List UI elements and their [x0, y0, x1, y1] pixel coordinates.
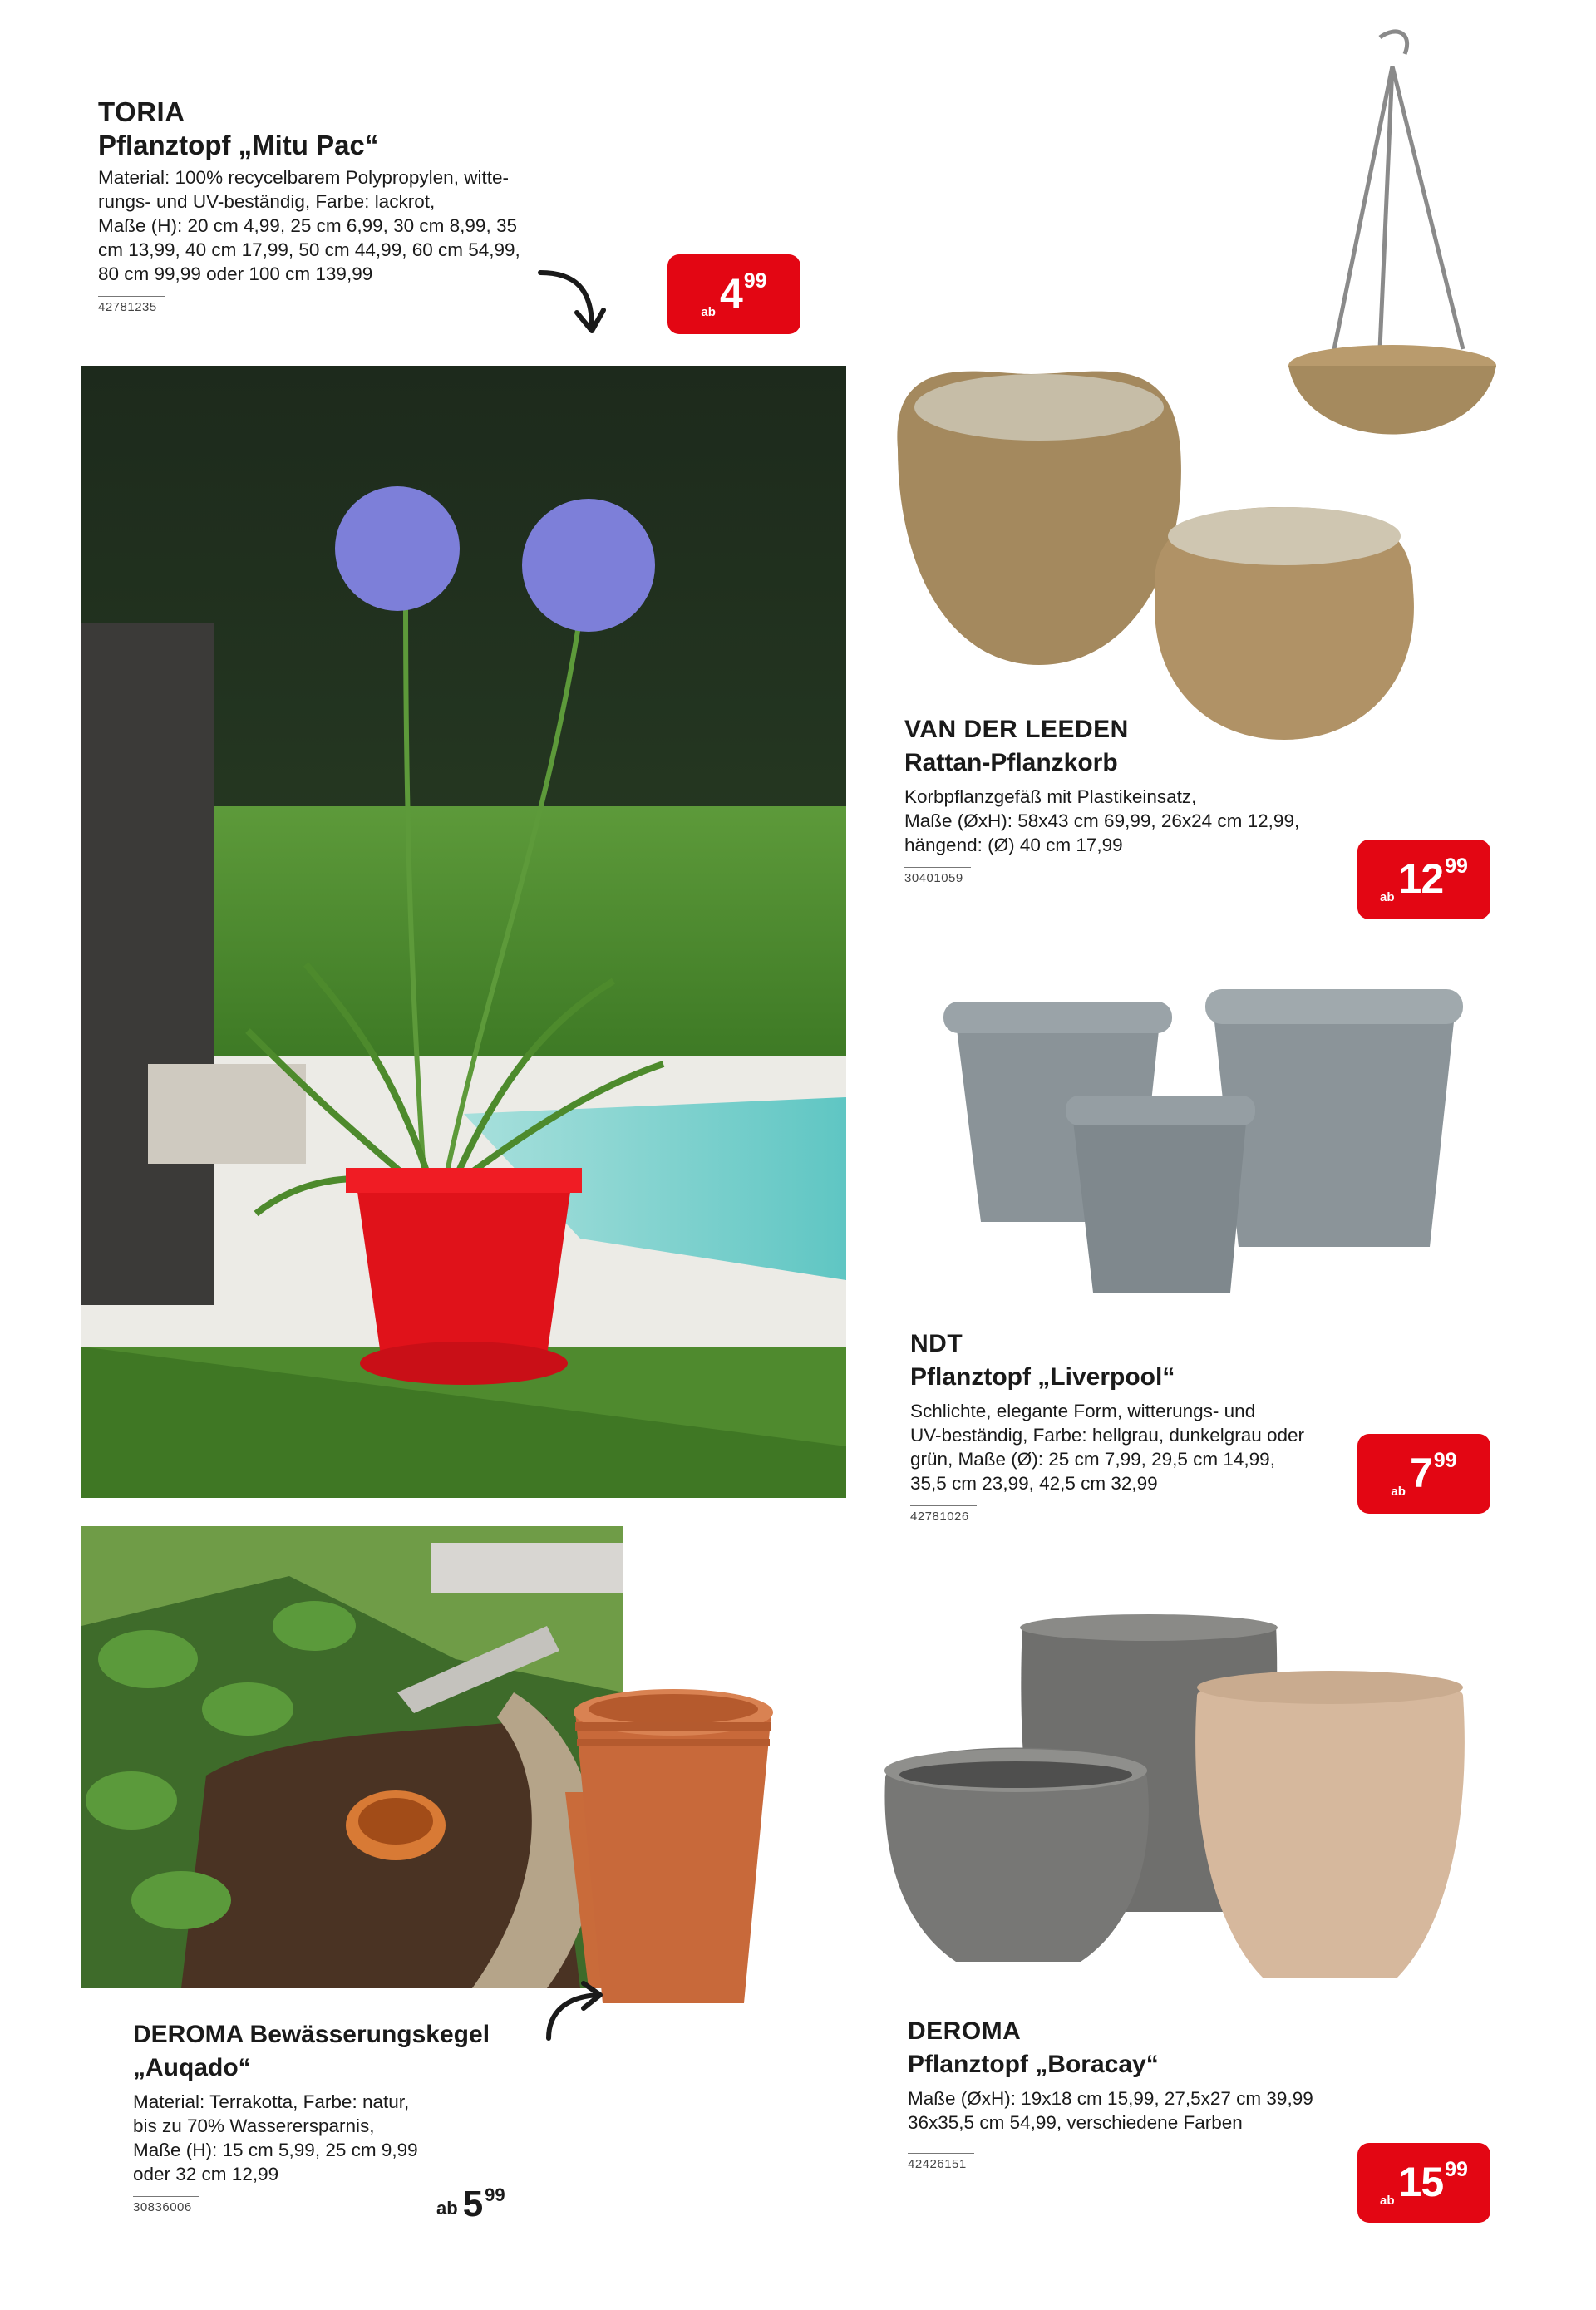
desc-line: 80 cm 99,99 oder 100 cm 139,99: [98, 264, 373, 284]
price-integer: 5: [462, 2184, 484, 2224]
article-number: 42781235: [98, 296, 165, 314]
desc-line: 35,5 cm 23,99, 42,5 cm 32,99: [910, 1473, 1158, 1494]
product-name: Pflanztopf „Mitu Pac“: [98, 130, 379, 160]
product-name: Rattan-Pflanzkorb: [904, 749, 1118, 776]
product-name-line2: „Auqado“: [133, 2054, 251, 2081]
desc-line: Korbpflanzgefäß mit Plastikeinsatz,: [904, 786, 1197, 807]
desc-line: Maße (H): 15 cm 5,99, 25 cm 9,99: [133, 2140, 418, 2160]
price-prefix: ab: [436, 2198, 458, 2219]
desc-line: UV-beständig, Farbe: hellgrau, dunkelgrau oder: [910, 1425, 1305, 1446]
price-tag: [1357, 1434, 1490, 1514]
desc-line: grün, Maße (Ø): 25 cm 7,99, 29,5 cm 14,99,: [910, 1449, 1275, 1470]
price-tag: [667, 254, 800, 334]
price-integer: 4: [719, 270, 742, 317]
article-number: 42781026: [910, 1505, 977, 1524]
product-toria: [98, 96, 564, 314]
product-name-line1: DEROMA Bewässerungskegel: [133, 2021, 490, 2048]
arrow-down-icon: [534, 264, 608, 339]
desc-line: Maße (ØxH): 19x18 cm 15,99, 27,5x27 cm 39,99: [908, 2088, 1313, 2109]
price-tag: [436, 2186, 505, 2223]
price-prefix: ab: [1391, 1485, 1406, 1499]
product-deroma-auqado: [133, 2018, 598, 2214]
price-decimal: 99: [1445, 2158, 1468, 2181]
toria-product-photo: [81, 366, 846, 1498]
price-decimal: 99: [485, 2184, 505, 2205]
price-integer: 7: [1409, 1450, 1432, 1496]
price-tag: [1357, 2143, 1490, 2223]
desc-line: Material: 100% recycelbarem Polypropylen, witte-: [98, 167, 509, 188]
price-decimal: 99: [1445, 855, 1468, 878]
arrow-up-icon: [540, 1980, 607, 2046]
price-integer: 15: [1398, 2159, 1444, 2205]
desc-line: cm 13,99, 40 cm 17,99, 50 cm 44,99, 60 cm 54,99,: [98, 239, 520, 260]
price-tag: [1357, 840, 1490, 919]
brand-name: DEROMA: [908, 2017, 1022, 2045]
product-name: Pflanztopf „Liverpool“: [910, 1363, 1175, 1391]
terracotta-cone-image: [565, 1679, 781, 2012]
desc-line: oder 32 cm 12,99: [133, 2164, 279, 2184]
article-number: 30401059: [904, 867, 971, 885]
price-prefix: ab: [701, 305, 716, 319]
product-deroma-boracay: [908, 2015, 1373, 2171]
brand-name: NDT: [910, 1330, 963, 1357]
price-decimal: 99: [743, 269, 767, 293]
auqado-product-photo: [81, 1526, 623, 1988]
desc-line: Maße (H): 20 cm 4,99, 25 cm 6,99, 30 cm 8,99, 35: [98, 215, 517, 236]
product-ndt: [910, 1327, 1376, 1524]
product-name: Pflanztopf „Boracay“: [908, 2051, 1159, 2078]
product-description: [98, 165, 564, 286]
product-van-der-leeden: [904, 713, 1370, 885]
price-integer: 12: [1398, 855, 1444, 902]
desc-line: rungs- und UV-beständig, Farbe: lackrot,: [98, 191, 436, 212]
product-description: [904, 785, 1370, 857]
liverpool-product-photo: [939, 973, 1480, 1305]
desc-line: Maße (ØxH): 58x43 cm 69,99, 26x24 cm 12,99,: [904, 810, 1300, 831]
price-prefix: ab: [1380, 2194, 1395, 2208]
article-number: 42426151: [908, 2153, 974, 2171]
brand-name: VAN DER LEEDEN: [904, 716, 1129, 743]
product-description: [908, 2086, 1373, 2135]
price-prefix: ab: [1380, 890, 1395, 904]
brand-name: TORIA: [98, 96, 185, 127]
desc-line: bis zu 70% Wasserersparnis,: [133, 2115, 375, 2136]
price-decimal: 99: [1433, 1449, 1457, 1472]
product-description: [910, 1399, 1376, 1495]
article-number: 30836006: [133, 2196, 200, 2214]
desc-line: hängend: (Ø) 40 cm 17,99: [904, 835, 1123, 855]
desc-line: Schlichte, elegante Form, witterungs- und: [910, 1401, 1256, 1421]
boracay-product-photo: [881, 1613, 1480, 1995]
desc-line: 36x35,5 cm 54,99, verschiedene Farben: [908, 2112, 1243, 2133]
rattan-product-photo: [881, 17, 1513, 748]
desc-line: Material: Terrakotta, Farbe: natur,: [133, 2091, 410, 2112]
product-description: [133, 2090, 598, 2186]
